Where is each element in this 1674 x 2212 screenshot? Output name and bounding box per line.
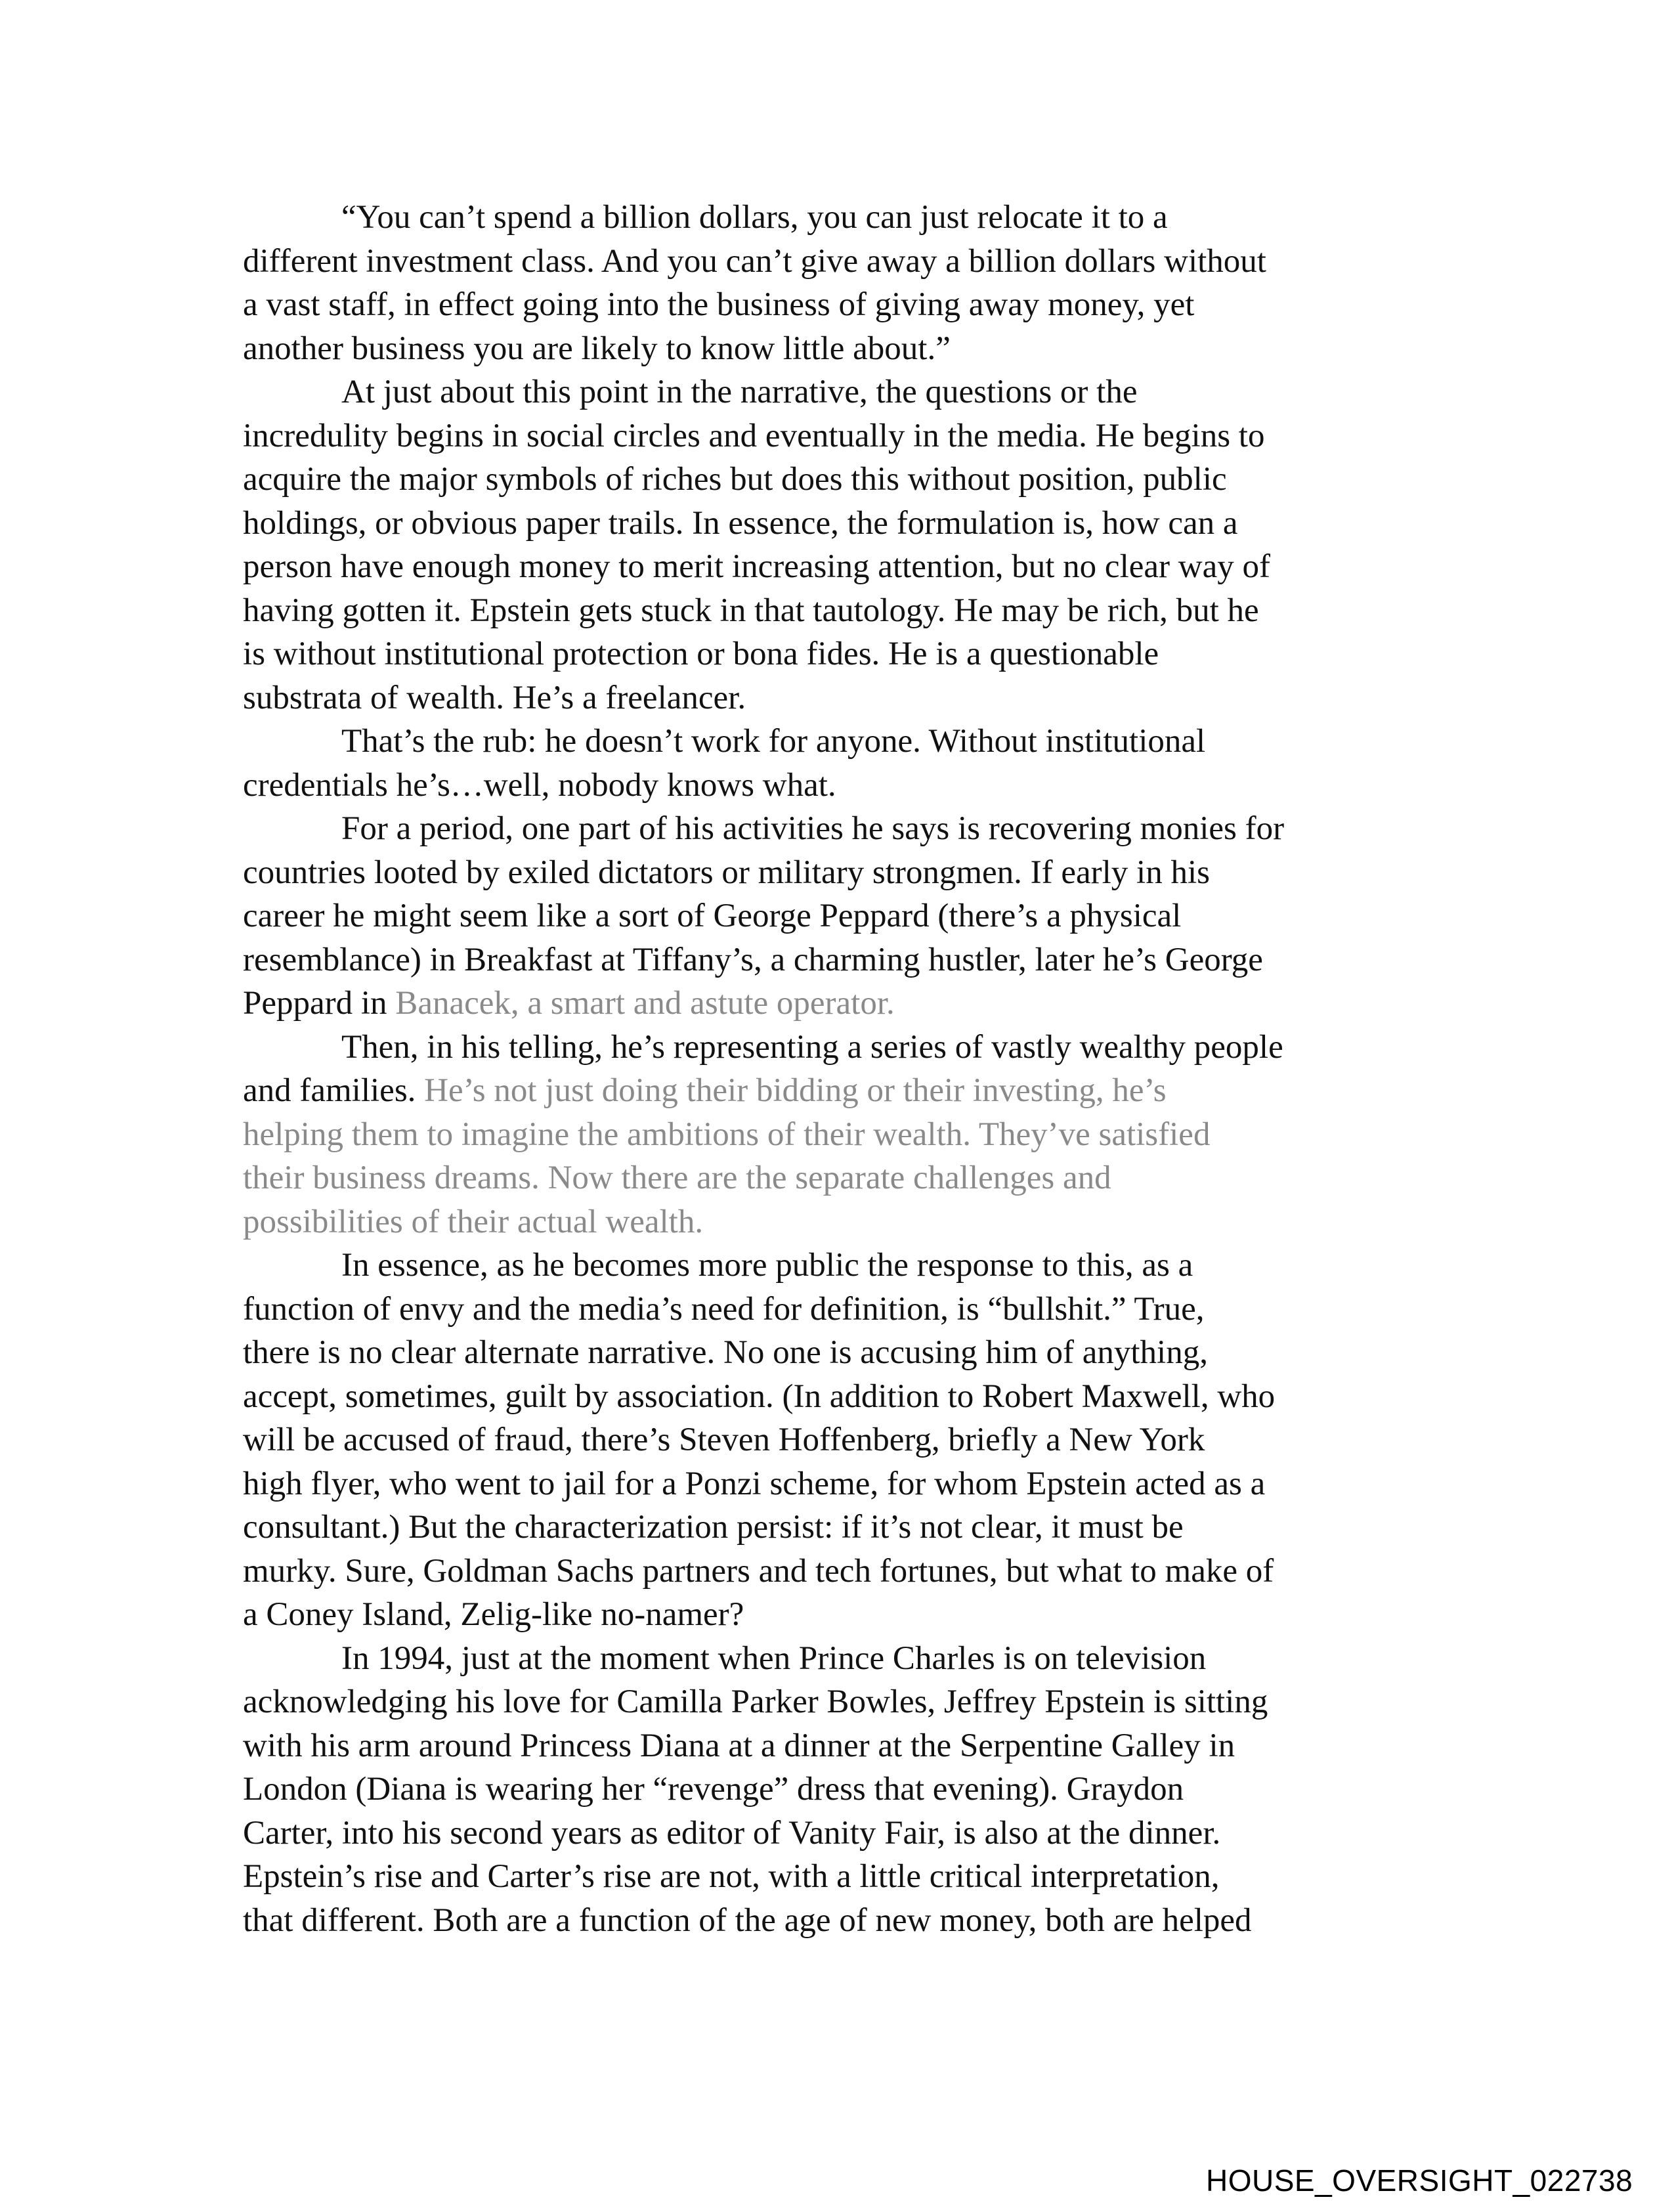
text-segment: At just about this point in the narrative, the questions or the — [341, 374, 1138, 410]
text-line — [243, 632, 1431, 676]
text-line — [243, 1462, 1431, 1506]
text-segment: a vast staff, in effect going into the business of giving away money, yet — [243, 286, 1195, 323]
text-segment: having gotten it. Epstein gets stuck in that tautology. He may be rich, but he — [243, 592, 1259, 629]
text-line — [243, 851, 1431, 895]
text-line — [243, 1724, 1431, 1768]
text-line — [243, 196, 1431, 240]
text-segment: and families. — [243, 1072, 425, 1109]
text-line — [243, 720, 1431, 764]
text-segment: another business you are likely to know little about.” — [243, 330, 951, 367]
text-segment: that different. Both are a function of the age of new money, both are helped — [243, 1901, 1252, 1939]
text-line — [243, 240, 1431, 284]
text-line — [243, 414, 1431, 458]
text-line — [243, 1855, 1431, 1899]
text-segment: Then, in his telling, he’s representing a series of vastly wealthy people — [341, 1028, 1283, 1066]
text-segment: Carter, into his second years as editor of Vanity Fair, is also at the dinner. — [243, 1814, 1221, 1852]
text-segment: is without institutional protection or bona fides. He is a questionable — [243, 636, 1159, 672]
text-segment: Epstein’s rise and Carter’s rise are not, with a little critical interpretation, — [243, 1858, 1220, 1895]
text-line — [243, 370, 1431, 414]
text-segment: high flyer, who went to jail for a Ponzi scheme, for whom Epstein acted as a — [243, 1465, 1266, 1502]
text-line — [243, 1637, 1431, 1681]
text-line — [243, 458, 1431, 502]
text-segment: Peppard in — [243, 985, 396, 1022]
text-line — [243, 1550, 1431, 1594]
text-line — [243, 1593, 1431, 1637]
text-line — [243, 589, 1431, 633]
paragraph — [243, 370, 1431, 720]
text-segment: resemblance) in Breakfast at Tiffany’s, a charming hustler, later he’s George — [243, 941, 1263, 978]
text-segment: For a period, one part of his activities he says is recovering monies for — [341, 810, 1285, 847]
text-line — [243, 1506, 1431, 1550]
text-segment: incredulity begins in social circles and eventually in the media. He begins to — [243, 417, 1265, 454]
highlighted-text-segment: their business dreams. Now there are the separate challenges and — [243, 1160, 1111, 1196]
text-segment: In essence, as he becomes more public the response to this, as a — [341, 1247, 1193, 1284]
document-body — [243, 196, 1431, 1942]
highlighted-text-segment: Banacek, a smart and astute operator. — [395, 985, 895, 1022]
text-line — [243, 1331, 1431, 1375]
text-segment: there is no clear alternate narrative. No one is accusing him of anything, — [243, 1334, 1208, 1371]
text-line — [243, 1113, 1431, 1157]
text-segment: substrata of wealth. He’s a freelancer. — [243, 679, 746, 716]
paragraph — [243, 1637, 1431, 1943]
text-segment: person have enough money to merit increasing attention, but no clear way of — [243, 548, 1270, 585]
text-segment: That’s the rub: he doesn’t work for anyone. Without institutional — [341, 723, 1206, 760]
text-segment: holdings, or obvious paper trails. In essence, the formulation is, how can a — [243, 504, 1238, 542]
text-line — [243, 1899, 1431, 1943]
text-segment: accept, sometimes, guilt by association. (In addition to Robert Maxwell, who — [243, 1377, 1276, 1415]
text-line — [243, 1200, 1431, 1244]
paragraph — [243, 1244, 1431, 1637]
text-line — [243, 1418, 1431, 1462]
text-segment: function of envy and the media’s need for definition, is “bullshit.” True, — [243, 1290, 1205, 1328]
text-segment: In 1994, just at the moment when Prince Charles is on television — [341, 1639, 1207, 1677]
text-segment: “You can’t spend a billion dollars, you can just relocate it to a — [341, 199, 1168, 236]
text-line — [243, 982, 1431, 1026]
text-line — [243, 283, 1431, 327]
paragraph — [243, 196, 1431, 370]
text-line — [243, 327, 1431, 371]
text-line — [243, 1375, 1431, 1419]
paragraph — [243, 1026, 1431, 1244]
paragraph — [243, 807, 1431, 1026]
text-segment: London (Diana is wearing her “revenge” dress that evening). Graydon — [243, 1771, 1184, 1808]
text-segment: consultant.) But the characterization persist: if it’s not clear, it must be — [243, 1509, 1184, 1546]
text-line — [243, 545, 1431, 589]
text-segment: acknowledging his love for Camilla Parker Bowles, Jeffrey Epstein is sitting — [243, 1683, 1268, 1720]
text-line — [243, 1244, 1431, 1288]
text-line — [243, 1069, 1431, 1113]
text-line — [243, 1026, 1431, 1070]
text-line — [243, 1811, 1431, 1855]
text-segment: acquire the major symbols of riches but does this without position, public — [243, 461, 1227, 498]
text-line — [243, 1288, 1431, 1332]
text-segment: with his arm around Princess Diana at a dinner at the Serpentine Galley in — [243, 1727, 1235, 1764]
text-segment: career he might seem like a sort of George Peppard (there’s a physical — [243, 898, 1182, 934]
text-segment: different investment class. And you can’t give away a billion dollars without — [243, 242, 1266, 280]
text-line — [243, 676, 1431, 720]
text-line — [243, 764, 1431, 808]
text-line — [243, 1767, 1431, 1811]
text-line — [243, 894, 1431, 938]
text-line — [243, 502, 1431, 546]
text-line — [243, 1156, 1431, 1200]
text-segment: murky. Sure, Goldman Sachs partners and tech fortunes, but what to make of — [243, 1552, 1274, 1590]
text-segment: credentials he’s…well, nobody knows what. — [243, 766, 836, 804]
text-line — [243, 807, 1431, 851]
bates-number: HOUSE_OVERSIGHT_022738 — [1206, 2163, 1633, 2198]
text-line — [243, 938, 1431, 982]
text-segment: a Coney Island, Zelig-like no-namer? — [243, 1596, 744, 1633]
paragraph — [243, 720, 1431, 807]
text-segment: will be accused of fraud, there’s Steven Hoffenberg, briefly a New York — [243, 1421, 1205, 1458]
highlighted-text-segment: He’s not just doing their bidding or their investing, he’s — [424, 1072, 1167, 1109]
highlighted-text-segment: possibilities of their actual wealth. — [243, 1203, 704, 1240]
text-line — [243, 1680, 1431, 1724]
highlighted-text-segment: helping them to imagine the ambitions of their wealth. They’ve satisfied — [243, 1116, 1211, 1153]
text-segment: countries looted by exiled dictators or military strongmen. If early in his — [243, 854, 1210, 891]
